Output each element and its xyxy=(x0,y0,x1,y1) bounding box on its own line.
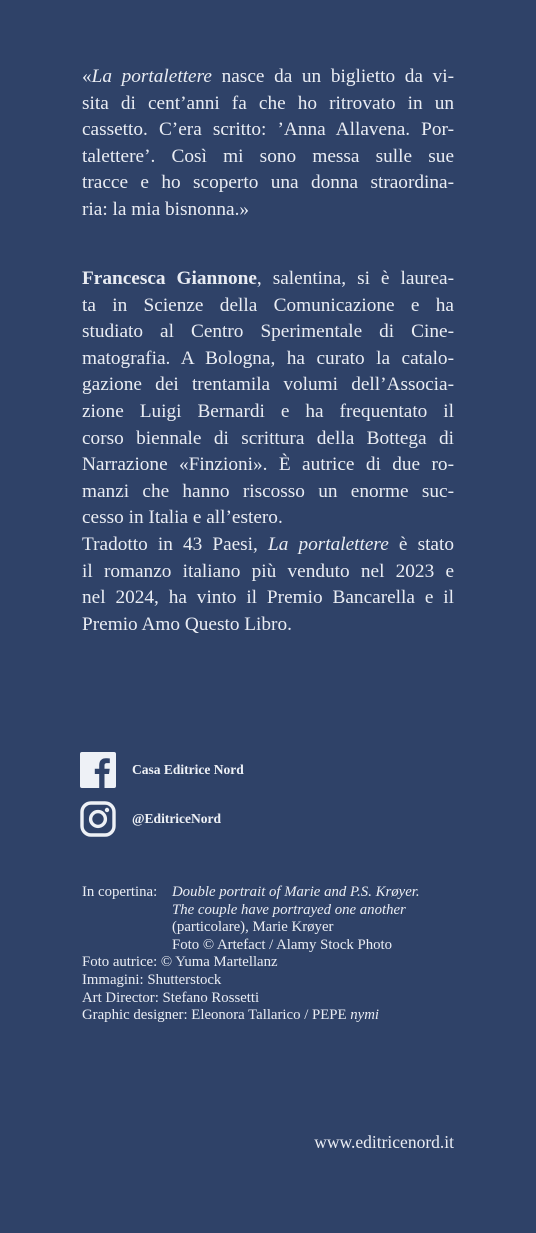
bio-line: Narrazione «Finzioni». È autrice di due ro- xyxy=(82,454,454,476)
cover-credit xyxy=(82,884,420,954)
bio-line: manzi che hanno riscosso un enorme suc- xyxy=(82,480,454,502)
cover-credit-label: In copertina: xyxy=(82,884,158,900)
cover-credit-text: Double portrait of Marie and P.S. Krøyer. The couple have portrayed one another (particolare), Marie Krøyer Foto © Artefact / Alamy Stock Photo xyxy=(172,884,420,953)
images-credit: Immagini: Shutterstock xyxy=(82,971,222,988)
facebook-label: Casa Editrice Nord xyxy=(132,762,244,777)
bio-line: matografia. A Bologna, ha curato la catalo- xyxy=(82,347,454,369)
book-title: La portalettere xyxy=(91,66,212,87)
bio-line: studiato al Centro Sperimentale di Cine- xyxy=(82,321,454,343)
bio-line: Tradotto in 43 Paesi, La portalettere è stato xyxy=(82,533,454,555)
graphic-designer-credit: Graphic designer: Eleonora Tallarico / PEPE nymi xyxy=(82,1007,380,1024)
bio-line: cesso in Italia e all’estero. xyxy=(82,507,283,529)
quote-line: cassetto. C’era scritto: ’Anna Allavena. Por- xyxy=(82,119,454,141)
facebook-icon xyxy=(80,752,116,788)
bio-line: Premio Amo Questo Libro. xyxy=(82,613,292,635)
quote-line: «La portalettere nasce da un biglietto da vi- xyxy=(82,66,454,87)
instagram-link[interactable] xyxy=(80,800,221,838)
quote-line: talettere’. Così mi sono messa sulle sue xyxy=(82,145,454,167)
bio-line: zione Luigi Bernardi e ha frequentato il xyxy=(82,400,454,422)
author-name: Francesca Giannone xyxy=(82,268,257,289)
book-quote xyxy=(82,64,454,224)
quote-line: tracce e ho scoperto una donna straordina- xyxy=(82,172,454,194)
facebook-link[interactable] xyxy=(80,751,244,789)
author-photo-credit: Foto autrice: © Yuma Martellanz xyxy=(82,954,278,971)
bio-line: Francesca Giannone, salentina, si è laurea- xyxy=(82,268,454,289)
quote-line: sita di cent’anni fa che ho ritrovato in un xyxy=(82,92,454,114)
quote-line: ria: la mia bisnonna.» xyxy=(82,198,250,220)
book-title: La portalettere xyxy=(267,533,389,555)
bio-line: gazione dei trentamila volumi dell’Associa- xyxy=(82,374,454,396)
credits xyxy=(82,884,420,1025)
bio-line: corso biennale di scrittura della Bottega di xyxy=(82,427,454,449)
instagram-label: @EditriceNord xyxy=(132,811,222,826)
art-director-credit: Art Director: Stefano Rossetti xyxy=(82,989,260,1006)
bio-line: nel 2024, ha vinto il Premio Bancarella e il xyxy=(82,587,454,609)
bio-line: il romanzo italiano più venduto nel 2023 e xyxy=(82,560,454,582)
instagram-icon xyxy=(80,801,116,837)
bio-line: ta in Scienze della Comunicazione e ha xyxy=(82,294,454,316)
website-url[interactable]: www.editricenord.it xyxy=(314,1132,454,1152)
author-bio xyxy=(82,266,454,638)
